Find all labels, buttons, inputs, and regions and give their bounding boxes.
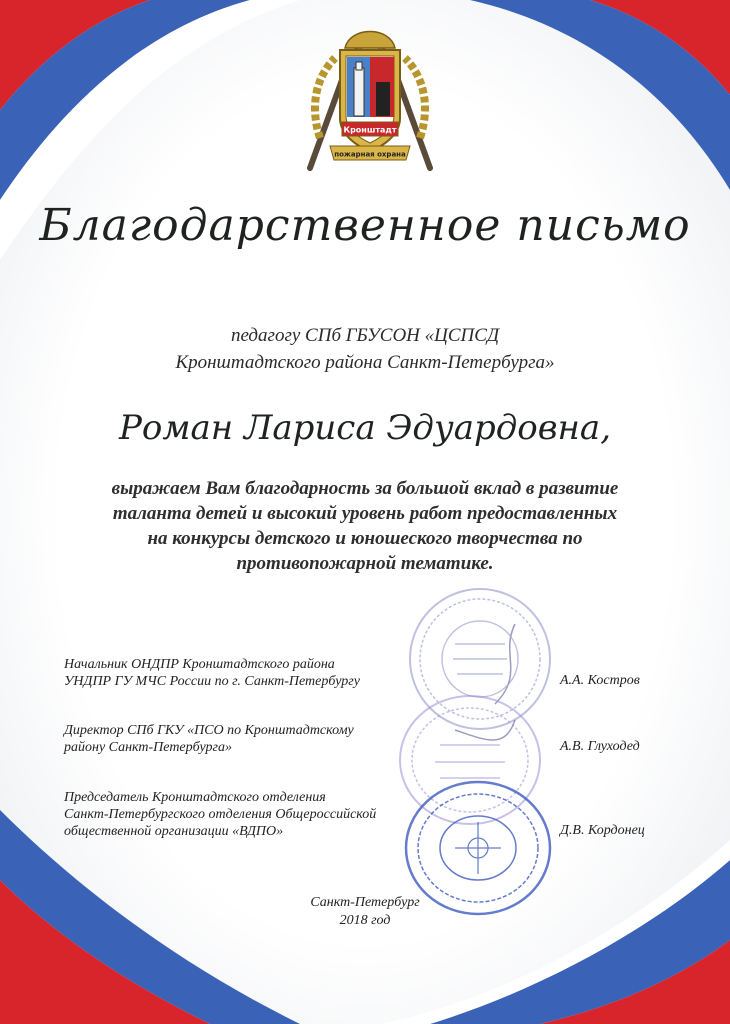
- fire-department-emblem: [290, 18, 450, 178]
- message-line: таланта детей и высокий уровень работ предоставленных: [112, 503, 618, 524]
- year: 2018 год: [339, 913, 391, 928]
- emblem-ribbon-text: пожарная охрана: [334, 150, 406, 159]
- recipient-name: Роман Лариса Эдуардовна,: [118, 408, 612, 448]
- emblem-banner-text: Кронштадт: [343, 125, 397, 135]
- signatory-1-name: А.А. Костров: [560, 673, 640, 688]
- message-line: на конкурсы детского и юношеского творчества по: [147, 528, 583, 549]
- message-line: выражаем Вам благодарность за большой вклад в развитие: [111, 478, 619, 499]
- page-title: Благодарственное письмо: [39, 200, 691, 251]
- signatory-3-name: Д.В. Кордонец: [560, 823, 645, 838]
- signatory-2-position: Директор СПб ГКУ «ПСО по Кронштадтскому району Санкт-Петербурга»: [64, 723, 354, 755]
- signatory-3-position: Председатель Кронштадтского отделения Санкт-Петербургского отделения Общероссийской общественной организации «ВДПО»: [64, 790, 377, 839]
- message-line: противопожарной тематике.: [236, 553, 494, 574]
- recipient-line-2: Кронштадтского района Санкт-Петербурга»: [175, 352, 555, 373]
- recipient-block: [0, 322, 730, 376]
- place-and-date: [0, 894, 730, 930]
- signatory-2-name: А.В. Глуходед: [560, 739, 640, 754]
- city: Санкт-Петербург: [310, 895, 420, 910]
- signatory-1-position: Начальник ОНДПР Кронштадтского района УНДПР ГУ МЧС России по г. Санкт-Петербургу: [64, 657, 360, 689]
- recipient-line-1: педагогу СПб ГБУСОН «ЦСПСД: [230, 325, 500, 346]
- gratitude-message: [40, 476, 690, 576]
